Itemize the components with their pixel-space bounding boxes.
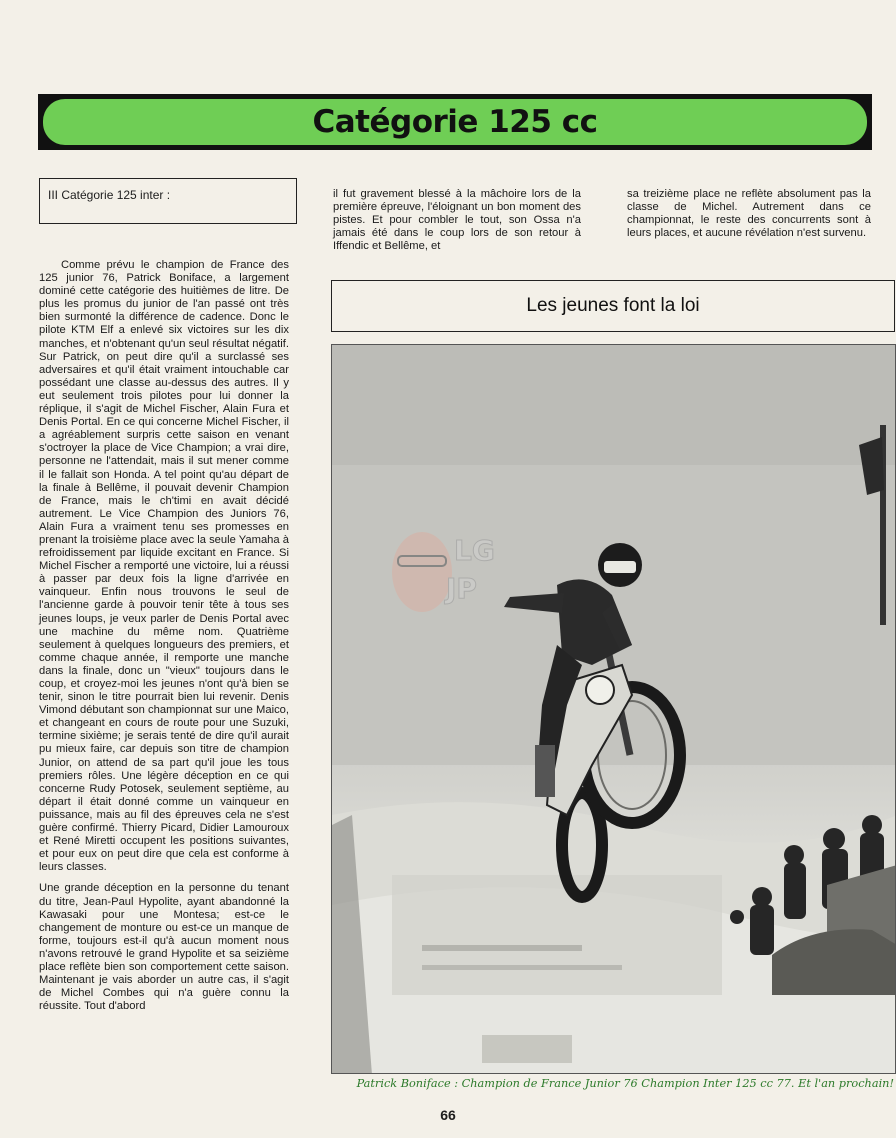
- article-paragraph: sa treizième place ne reflète absolument pas la classe de Michel. Autrement dans ce championnat, le reste des concurrents sont à leurs places, et aucune révélation n'est survenu.: [627, 188, 871, 240]
- header-band: [38, 94, 872, 150]
- page-number: 66: [440, 1107, 456, 1123]
- article-paragraph: il fut gravement blessé à la mâchoire lors de la première épreuve, l'éloignant un bon moment des pistes. Et pour combler le tout, son Ossa n'a jamais été dans le coup lors de son retour à Iffendic et Bellême, et: [333, 188, 581, 253]
- page-title: Catégorie 125 cc: [312, 104, 598, 140]
- article-paragraph: Une grande déception en la personne du tenant du titre, Jean-Paul Hypolite, ayant abandonné la Kawasaki pour une Montesa; est-ce le changement de monture ou est-ce un manque de forme, toujours est-il qu'à aucun moment nous n'avons retrouvé le grand Hypolite et sa seizième place reflète bien son comportement cette saison. Maintenant je vais aborder un autre cas, il s'agit de Michel Combes qui n'a guère connu la réussite. Tout d'abord: [39, 882, 289, 1013]
- section-label: III Catégorie 125 inter :: [48, 188, 171, 202]
- article-subtitle: Les jeunes font la loi: [526, 295, 700, 316]
- section-label-box: [39, 178, 297, 224]
- subtitle-box: [331, 280, 895, 332]
- article-paragraph: Comme prévu le champion de France des 125 junior 76, Patrick Boniface, a largement dominé cette catégorie des huitièmes de litre. De plus les promus du junior de l'an passé ont très bien surmonté la différence de cadence. Donc le pilote KTM Elf a enlevé six victoires sur les dix manches, et n'obtenant qu'un seul résultat négatif. Sur Patrick, on peut dire qu'il a surclassé ses adversaires et qu'il était vraiment intouchable car possédant une classe au-dessus des autres. Il y eut seulement trois pilotes pour lui donner la réplique, il s'agit de Michel Fischer, Alain Fura et Denis Portal. En ce qui concerne Michel Fischer, il a agréablement surpris cette saison en venant s'octroyer la place de Vice Champion; a vrai dire, personne ne l'attendait, mais il sut mener comme il le fallait son Honda. A tel point qu'au départ de la finale à Bellême, il pouvait devenir Champion de France, mais le ch'timi en avait décidé autrement. Le Vice Champion des Juniors 76, Alain Fura a vraiment tenu ses promesses en prenant la troisième place avec la seule Yamaha à refroidissement par liquide excitant en France. Si Michel Fischer a remporté une victoire, lui a réussi à passer par deux fois la ligne d'arrivée en vainqueur. Enfin nous trouvons le seul de l'ancienne garde à pouvoir tenir tête à tous ses jeunes loups, je veux parler de Denis Portal avec une machine du même nom. Quatrième seulement à quelques longueurs des premiers, et comme chaque année, il remporte une manche dans la finale, donc un "vieux" toujours dans le coup, et croyez-moi les jeunes n'ont qu'à bien se tenir, sinon le titre pourrait bien lui revenir. Denis Vimond débutant son championnat sur une Maico, et changeant en cours de route pour une Suzuki, termine sixième; je serais tenté de dire qu'il aurait pu mieux faire, car depuis son titre de champion Junior, on attend de sa part qu'il joue les tous premiers rôles. Une légère déception en ce qui concerne Rudy Potosek, seulement septième, au départ il était donné comme un vainqueur en puissance, mais au fil des épreuves cela ne s'est guère confirmé. Thierry Picard, Didier Lamouroux et René Miretti occupent les positions suivantes, et pour eux on peut dire que cela est conforme à leurs classes.: [39, 259, 289, 874]
- article-column-2: [333, 188, 581, 261]
- motocross-photo: [331, 344, 896, 1074]
- photo-caption: Patrick Boniface : Champion de France Junior 76 Champion Inter 125 cc 77. Et l'an prochain!: [356, 1077, 894, 1090]
- header-pill: [43, 99, 867, 145]
- watermark-line2: JP: [446, 572, 477, 605]
- article-column-1: [39, 259, 289, 1021]
- motocross-photo-illustration: [332, 345, 896, 1074]
- article-column-3: [627, 188, 871, 248]
- watermark-line1: LG: [454, 534, 495, 567]
- lg-jp-watermark-logo: [388, 526, 510, 614]
